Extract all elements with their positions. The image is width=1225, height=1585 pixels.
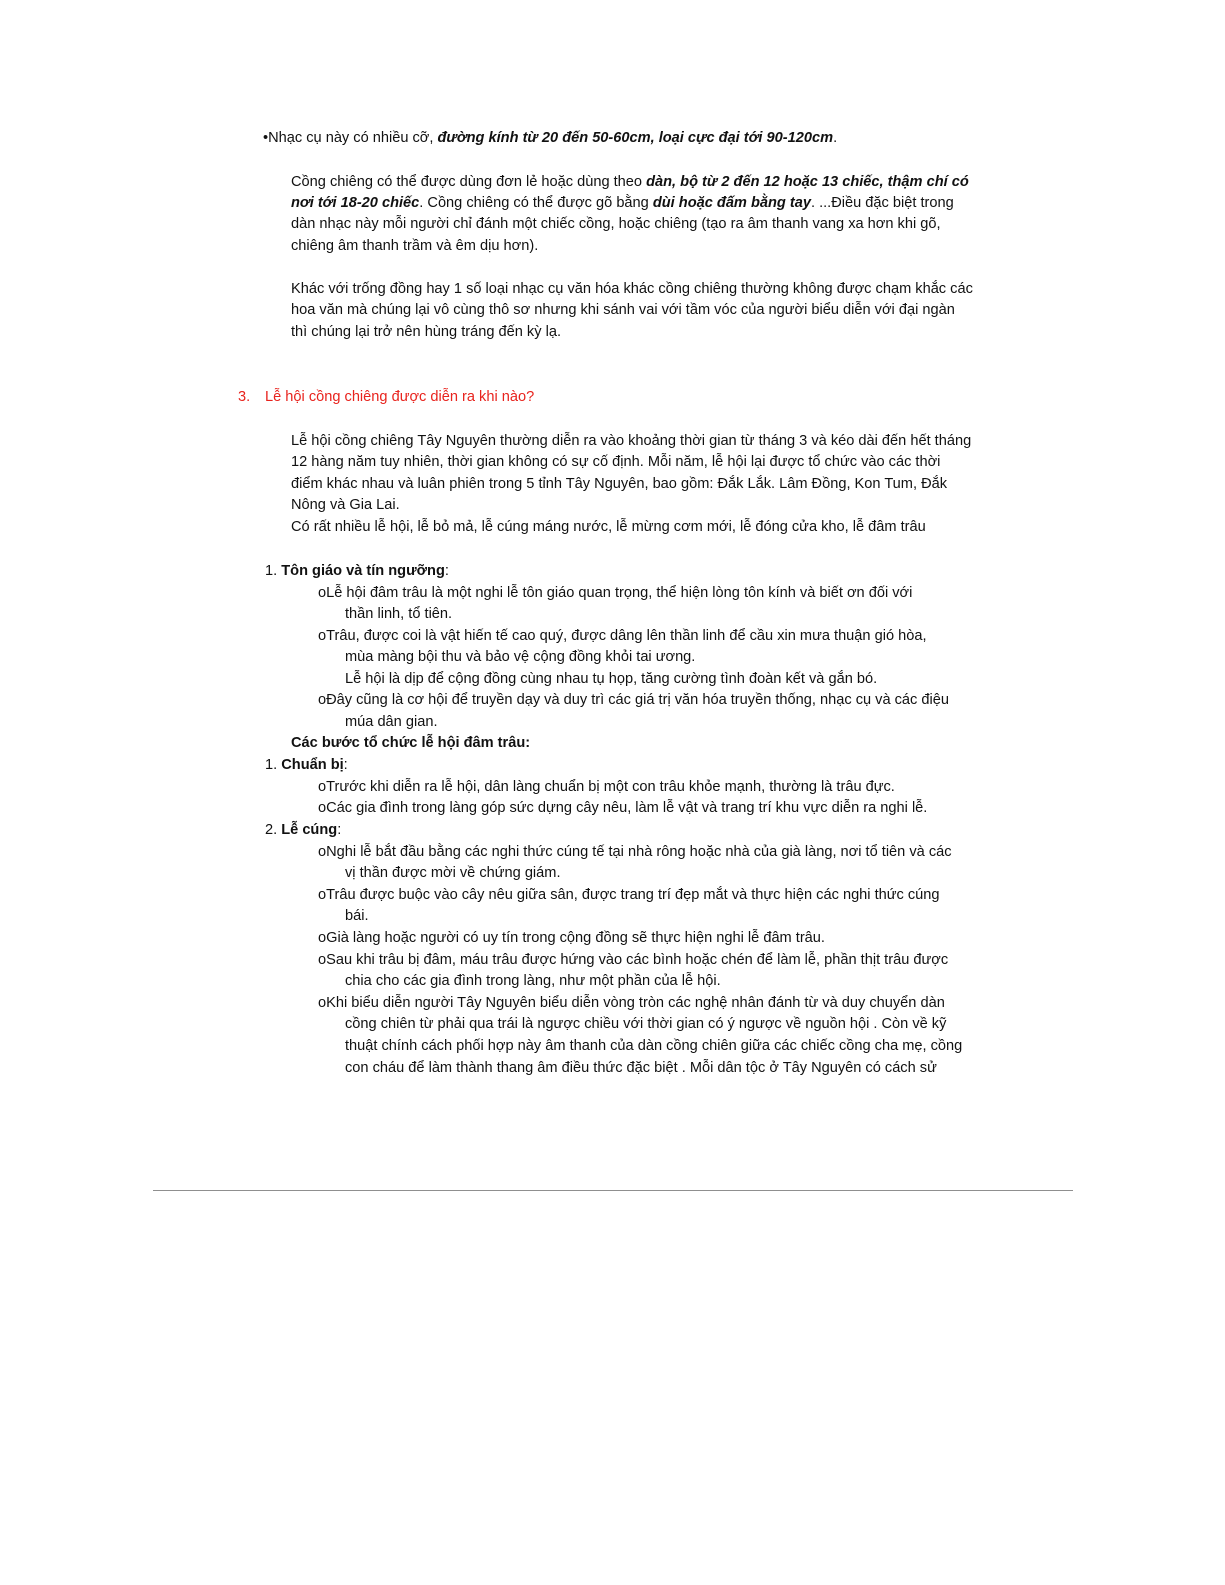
para1-bold-text: dàn, bộ từ 2 đến 12 hoặc 13 chiếc, thậm chí có [646, 174, 969, 190]
step2-heading-text: Lễ cúng [281, 822, 338, 838]
para3-line3: điểm khác nhau và luân phiên trong 5 tỉnh Tây Nguyên, bao gồm: Đắk Lắk. Lâm Đồng, Kon Tum, Đắk [291, 476, 948, 492]
list-item-continuation: Lễ hội là dịp để cộng đồng cùng nhau tụ họp, tăng cường tình đoàn kết và gắn bó. [345, 671, 878, 687]
para1-bold-text3: dùi hoặc đấm bằng tay [652, 195, 811, 211]
list-item-continuation: múa dân gian. [345, 714, 438, 730]
step2-heading [265, 820, 341, 840]
list-item [318, 842, 952, 862]
religion-colon: : [444, 563, 449, 579]
list-item [318, 583, 912, 603]
list-item [318, 993, 945, 1013]
para3-line4: Nông và Gia Lai. [291, 497, 400, 513]
step1-number: 1. [265, 757, 282, 773]
step1-heading-text: Chuẩn bị [281, 757, 344, 773]
list-item [318, 777, 895, 797]
list-item-continuation: bái. [345, 908, 369, 924]
list-item-continuation: thuật chính cách phối hợp này âm thanh của dàn cồng chiên giữa các chiếc cồng cha mẹ, cồng [345, 1038, 963, 1054]
para3-line5: Có rất nhiều lễ hội, lễ bỏ mả, lễ cúng máng nước, lễ mừng cơm mới, lễ đóng cửa kho, lễ đâm trâu [291, 519, 926, 535]
circle-bullet-icon: o [318, 952, 327, 968]
circle-bullet-icon: o [318, 779, 327, 795]
step1-colon: : [343, 757, 348, 773]
para2-line2: hoa văn mà chúng lại vô cùng thô sơ nhưng khi sánh vai với tầm vóc của người biểu diễn với đại ngàn [291, 302, 955, 318]
para1-bold-text2: nơi tới 18-20 chiếc [291, 195, 420, 211]
circle-bullet-icon: o [318, 995, 327, 1011]
list-item-text: Già làng hoặc người có uy tín trong cộng đồng sẽ thực hiện nghi lễ đâm trâu. [326, 930, 825, 946]
section3-number: 3. [238, 389, 251, 405]
circle-bullet-icon: o [318, 800, 327, 816]
list-item-text: Khi biểu diễn người Tây Nguyên biểu diễn vòng tròn các nghệ nhân đánh từ và duy chuyển dàn [326, 995, 945, 1011]
steps-heading: Các bước tổ chức lễ hội đâm trâu: [291, 735, 531, 751]
para1-line3: dàn nhạc này mỗi người chỉ đánh một chiếc cồng, hoặc chiêng (tạo ra âm thanh vang xa hơn khi gõ, [291, 216, 941, 232]
para1-text3: . ...Điều đặc biệt trong [810, 195, 954, 211]
para1-text2: . Cồng chiêng có thể được gõ bằng [419, 195, 653, 211]
list-item [318, 950, 948, 970]
list-item-continuation: chia cho các gia đình trong làng, như một phần của lễ hội. [345, 973, 721, 989]
list-item [318, 798, 927, 818]
religion-number: 1. [265, 563, 282, 579]
intro-end: . [833, 130, 838, 146]
circle-bullet-icon: o [318, 930, 327, 946]
section3-title: Lễ hội cồng chiêng được diễn ra khi nào? [265, 389, 535, 405]
list-item [318, 928, 825, 948]
religion-heading-text: Tôn giáo và tín ngưỡng [281, 563, 445, 579]
para1-line2 [291, 193, 954, 213]
step2-number: 2. [265, 822, 282, 838]
circle-bullet-icon: o [318, 628, 327, 644]
para3-line1: Lễ hội cồng chiêng Tây Nguyên thường diễn ra vào khoảng thời gian từ tháng 3 và kéo dài đến hết tháng [291, 433, 972, 449]
page-divider [153, 1190, 1073, 1191]
list-item [318, 690, 949, 710]
list-item-text: Nghi lễ bắt đầu bằng các nghi thức cúng tế tại nhà rông hoặc nhà của già làng, nơi tổ tiên và các [326, 844, 952, 860]
list-item-text: Trâu được buộc vào cây nêu giữa sân, được trang trí đẹp mắt và thực hiện các nghi thức cúng [326, 887, 940, 903]
list-item-text: Sau khi trâu bị đâm, máu trâu được hứng vào các bình hoặc chén để làm lễ, phần thịt trâu được [326, 952, 949, 968]
list-item-text: Lễ hội đâm trâu là một nghi lễ tôn giáo quan trọng, thể hiện lòng tôn kính và biết ơn đối với [326, 585, 913, 601]
circle-bullet-icon: o [318, 585, 327, 601]
para1-text: Cồng chiêng có thể được dùng đơn lẻ hoặc dùng theo [291, 174, 647, 190]
circle-bullet-icon: o [318, 692, 327, 708]
list-item [318, 885, 940, 905]
para2-line3: thì chúng lại trở nên hùng tráng đến kỳ lạ. [291, 324, 561, 340]
intro-bold-text: đường kính từ 20 đến 50-60cm, loại cực đại tới 90-120cm [437, 130, 834, 146]
bullet-icon: • [263, 130, 269, 146]
para2-line1: Khác với trống đồng hay 1 số loại nhạc cụ văn hóa khác cồng chiêng thường không được chạm khắc các [291, 281, 973, 297]
para1-line1 [291, 172, 969, 192]
step1-heading [265, 755, 348, 775]
section3-heading [238, 387, 250, 407]
list-item-continuation: cồng chiên từ phải qua trái là ngược chiều với thời gian có ý ngược về nguồn hội . Còn về kỹ [345, 1016, 947, 1032]
circle-bullet-icon: o [318, 887, 327, 903]
para1-line4: chiêng âm thanh trầm và êm dịu hơn). [291, 238, 539, 254]
list-item-text: Các gia đình trong làng góp sức dựng cây nêu, làm lễ vật và trang trí khu vực diễn ra nghi lễ. [326, 800, 928, 816]
list-item-continuation: thần linh, tổ tiên. [345, 606, 453, 622]
step2-colon: : [337, 822, 342, 838]
list-item-continuation: vị thần được mời về chứng giám. [345, 865, 561, 881]
intro-line [263, 128, 837, 148]
religion-heading [265, 561, 449, 581]
list-item-continuation: mùa màng bội thu và bảo vệ cộng đồng khỏi tai ương. [345, 649, 696, 665]
para3-line2: 12 hàng năm tuy nhiên, thời gian không có sự cố định. Mỗi năm, lễ hội lại được tổ chức vào các thời [291, 454, 941, 470]
list-item-text: Đây cũng là cơ hội để truyền dạy và duy trì các giá trị văn hóa truyền thống, nhạc cụ và các điệu [326, 692, 949, 708]
intro-text: Nhạc cụ này có nhiều cỡ, [268, 130, 438, 146]
list-item-continuation: con cháu để làm thành thang âm điều thức đặc biệt . Mỗi dân tộc ở Tây Nguyên có cách sử [345, 1060, 937, 1076]
list-item [318, 626, 927, 646]
list-item-text: Trâu, được coi là vật hiến tế cao quý, được dâng lên thần linh để cầu xin mưa thuận gió hòa, [326, 628, 927, 644]
list-item-text: Trước khi diễn ra lễ hội, dân làng chuẩn bị một con trâu khỏe mạnh, thường là trâu đực. [326, 779, 895, 795]
circle-bullet-icon: o [318, 844, 327, 860]
